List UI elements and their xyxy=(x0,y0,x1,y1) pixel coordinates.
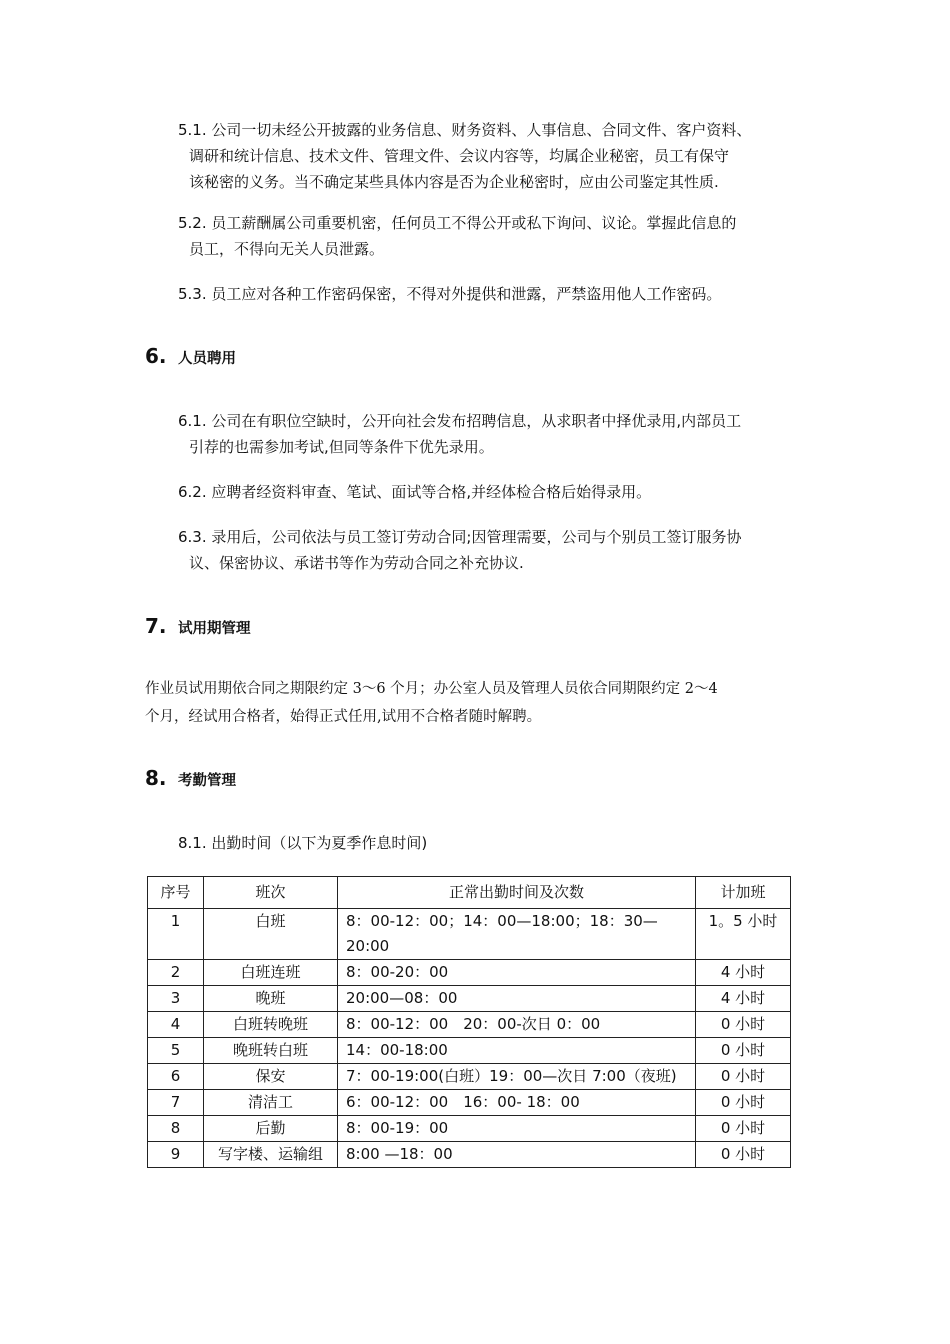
shift-hours: 8：00-19：00 xyxy=(338,1116,696,1142)
shift-hours: 8：00-12：00；14：00—18:00；18：30—20:00 xyxy=(338,909,696,960)
clause-6-1 xyxy=(178,408,818,460)
clause-number: 5.1. xyxy=(178,121,207,139)
shift-name: 白班转晚班 xyxy=(204,1012,338,1038)
table-row xyxy=(148,909,791,960)
table-row xyxy=(148,1116,791,1142)
table-row xyxy=(148,1012,791,1038)
clause-6-3 xyxy=(178,524,818,576)
clause-text-line: 员工应对各种工作密码保密，不得对外提供和泄露，严禁盗用他人工作密码。 xyxy=(211,285,722,303)
table-row xyxy=(148,1064,791,1090)
section-number: 8. xyxy=(145,766,167,790)
row-index: 9 xyxy=(148,1142,204,1168)
clause-text-line: 公司一切未经公开披露的业务信息、财务资料、人事信息、合同文件、客户资料、 xyxy=(211,121,752,139)
table-row xyxy=(148,1142,791,1168)
overtime-hours: 4 小时 xyxy=(696,960,791,986)
section-title: 试用期管理 xyxy=(178,621,251,637)
column-header: 正常出勤时间及次数 xyxy=(338,877,696,909)
clause-8-1 xyxy=(178,830,818,856)
paragraph-line: 作业员试用期依合同之期限约定 3～6 个月；办公室人员及管理人员依合同期限约定 2～4 xyxy=(145,681,718,697)
table-header-row xyxy=(148,877,791,909)
row-index: 8 xyxy=(148,1116,204,1142)
table-row xyxy=(148,986,791,1012)
clause-number: 8.1. xyxy=(178,834,207,852)
shift-name: 写字楼、运输组 xyxy=(204,1142,338,1168)
clause-text-line: 出勤时间（以下为夏季作息时间) xyxy=(211,834,428,852)
row-index: 4 xyxy=(148,1012,204,1038)
overtime-hours: 0 小时 xyxy=(696,1064,791,1090)
clause-text-line: 公司在有职位空缺时，公开向社会发布招聘信息，从求职者中择优录用,内部员工 xyxy=(211,412,742,430)
table-row xyxy=(148,1038,791,1064)
shift-name: 白班 xyxy=(204,909,338,960)
row-index: 7 xyxy=(148,1090,204,1116)
shift-hours: 8：00-20：00 xyxy=(338,960,696,986)
clause-5-2 xyxy=(178,210,818,262)
clause-text-line: 引荐的也需参加考试,但同等条件下优先录用。 xyxy=(189,438,494,456)
shift-name: 白班连班 xyxy=(204,960,338,986)
row-index: 3 xyxy=(148,986,204,1012)
shift-name: 保安 xyxy=(204,1064,338,1090)
shift-hours: 6：00-12：00 16：00- 18：00 xyxy=(338,1090,696,1116)
clause-5-1 xyxy=(178,117,818,195)
clause-text-line: 调研和统计信息、技术文件、管理文件、会议内容等，均属企业秘密，员工有保守 xyxy=(189,147,730,165)
clause-text-line: 员工薪酬属公司重要机密，任何员工不得公开或私下询问、议论。掌握此信息的 xyxy=(211,214,737,232)
clause-number: 6.1. xyxy=(178,412,207,430)
clause-text-line: 应聘者经资料审查、笔试、面试等合格,并经体检合格后始得录用。 xyxy=(211,483,652,501)
row-index: 5 xyxy=(148,1038,204,1064)
clause-number: 5.3. xyxy=(178,285,207,303)
shift-hours: 20:00—08：00 xyxy=(338,986,696,1012)
clause-text-line: 录用后，公司依法与员工签订劳动合同;因管理需要，公司与个别员工签订服务协 xyxy=(211,528,742,546)
table-row xyxy=(148,960,791,986)
shift-hours: 14：00-18:00 xyxy=(338,1038,696,1064)
section-number: 6. xyxy=(145,344,167,368)
section-heading-8 xyxy=(145,766,236,790)
shift-hours: 8：00-12：00 20：00-次日 0：00 xyxy=(338,1012,696,1038)
shift-name: 晚班 xyxy=(204,986,338,1012)
clause-number: 6.3. xyxy=(178,528,207,546)
overtime-hours: 4 小时 xyxy=(696,986,791,1012)
clause-number: 6.2. xyxy=(178,483,207,501)
clause-number: 5.2. xyxy=(178,214,207,232)
clause-text-line: 议、保密协议、承诺书等作为劳动合同之补充协议. xyxy=(189,554,524,572)
overtime-hours: 1。5 小时 xyxy=(696,909,791,960)
row-index: 6 xyxy=(148,1064,204,1090)
column-header: 计加班 xyxy=(696,877,791,909)
shift-hours: 8:00 —18：00 xyxy=(338,1142,696,1168)
clause-5-3 xyxy=(178,281,818,307)
clause-text-line: 员工，不得向无关人员泄露。 xyxy=(189,240,385,258)
shift-hours: 7：00-19:00(白班）19：00—次日 7:00（夜班) xyxy=(338,1064,696,1090)
row-index: 1 xyxy=(148,909,204,960)
column-header: 班次 xyxy=(204,877,338,909)
shift-name: 晚班转白班 xyxy=(204,1038,338,1064)
section-title: 考勤管理 xyxy=(178,773,236,789)
section-heading-7 xyxy=(145,614,251,638)
clause-text-line: 该秘密的义务。当不确定某些具体内容是否为企业秘密时，应由公司鉴定其性质. xyxy=(189,173,719,191)
overtime-hours: 0 小时 xyxy=(696,1090,791,1116)
attendance-schedule-table xyxy=(147,876,791,1168)
column-header: 序号 xyxy=(148,877,204,909)
shift-name: 后勤 xyxy=(204,1116,338,1142)
shift-name: 清洁工 xyxy=(204,1090,338,1116)
overtime-hours: 0 小时 xyxy=(696,1012,791,1038)
overtime-hours: 0 小时 xyxy=(696,1142,791,1168)
overtime-hours: 0 小时 xyxy=(696,1116,791,1142)
table-row xyxy=(148,1090,791,1116)
probation-paragraph xyxy=(145,675,817,731)
row-index: 2 xyxy=(148,960,204,986)
section-heading-6 xyxy=(145,344,236,368)
overtime-hours: 0 小时 xyxy=(696,1038,791,1064)
clause-6-2 xyxy=(178,479,818,505)
section-number: 7. xyxy=(145,614,167,638)
section-title: 人员聘用 xyxy=(178,351,236,367)
paragraph-line: 个月，经试用合格者，始得正式任用,试用不合格者随时解聘。 xyxy=(145,709,542,725)
